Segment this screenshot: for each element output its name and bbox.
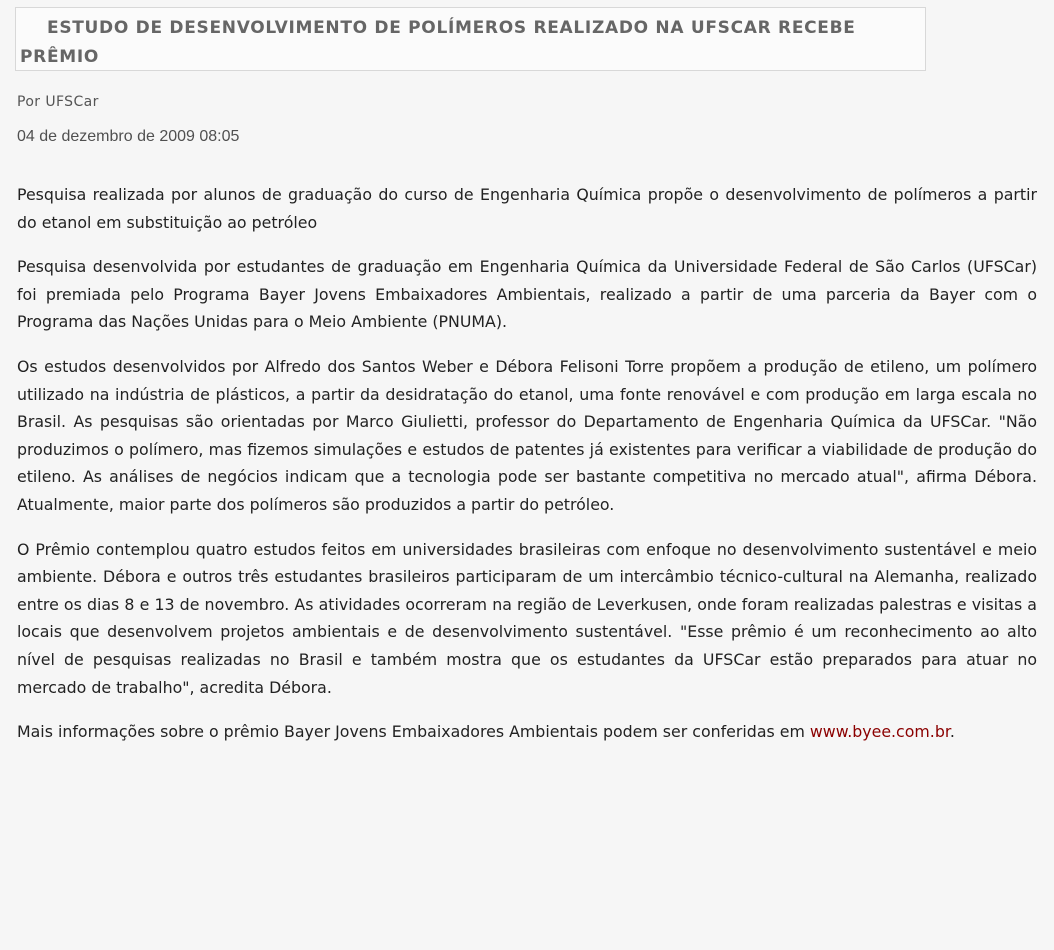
- paragraph-3: O Prêmio contemplou quatro estudos feitos em universidades brasileiras com enfoque no desenvolvimento sustentável e meio ambiente. Débora e outros três estudantes brasileiros participaram de um intercâmbio técnico-cultural na Alemanha, realizado entre os dias 8 e 13 de novembro. As atividades ocorreram na região de Leverkusen, onde foram realizadas palestras e visitas a locais que desenvolvem projetos ambientais e de desenvolvimento sustentável. "Esse prêmio é um reconhecimento ao alto nível de pesquisas realizadas no Brasil e também mostra que os estudantes da UFSCar estão preparados para atuar no mercado de trabalho", acredita Débora.: [17, 539, 1037, 697]
- title-box: [15, 7, 926, 71]
- article-body: [17, 181, 1037, 763]
- closing-paragraph: [17, 718, 1037, 746]
- paragraph-2: Os estudos desenvolvidos por Alfredo dos Santos Weber e Débora Felisoni Torre propõem a produção de etileno, um polímero utilizado na indústria de plásticos, a partir da desidratação do etanol, uma fonte renovável e com produção em larga escala no Brasil. As pesquisas são orientadas por Marco Giulietti, professor do Departamento de Engenharia Química da UFSCar. "Não produzimos o polímero, mas fizemos simulações e estudos de patentes já existentes para verificar a viabilidade de produção do etileno. As análises de negócios indicam que a tecnologia pode ser bastante competitiva no mercado atual", afirma Débora. Atualmente, maior parte dos polímeros são produzidos a partir do petróleo.: [17, 356, 1037, 514]
- lead-paragraph: Pesquisa realizada por alunos de graduação do curso de Engenharia Química propõe o desenvolvimento de polímeros a partir do etanol em substituição ao petróleo: [17, 185, 1037, 232]
- closing-period: .: [949, 722, 955, 742]
- byee-link[interactable]: www.byee.com.br: [809, 722, 950, 742]
- closing-text: Mais informações sobre o prêmio Bayer Jovens Embaixadores Ambientais podem ser conferidas em: [17, 722, 810, 742]
- publish-date: 04 de dezembro de 2009 08:05: [17, 128, 240, 145]
- article-title: ESTUDO DE DESENVOLVIMENTO DE POLÍMEROS REALIZADO NA UFSCAR RECEBE PRÊMIO: [20, 18, 856, 67]
- paragraph-1: Pesquisa desenvolvida por estudantes de graduação em Engenharia Química da Universidade Federal de São Carlos (UFSCar) foi premiada pelo Programa Bayer Jovens Embaixadores Ambientais, realizado a partir de uma parceria da Bayer com o Programa das Nações Unidas para o Meio Ambiente (PNUMA).: [17, 257, 1037, 332]
- author-byline: Por UFSCar: [17, 94, 99, 110]
